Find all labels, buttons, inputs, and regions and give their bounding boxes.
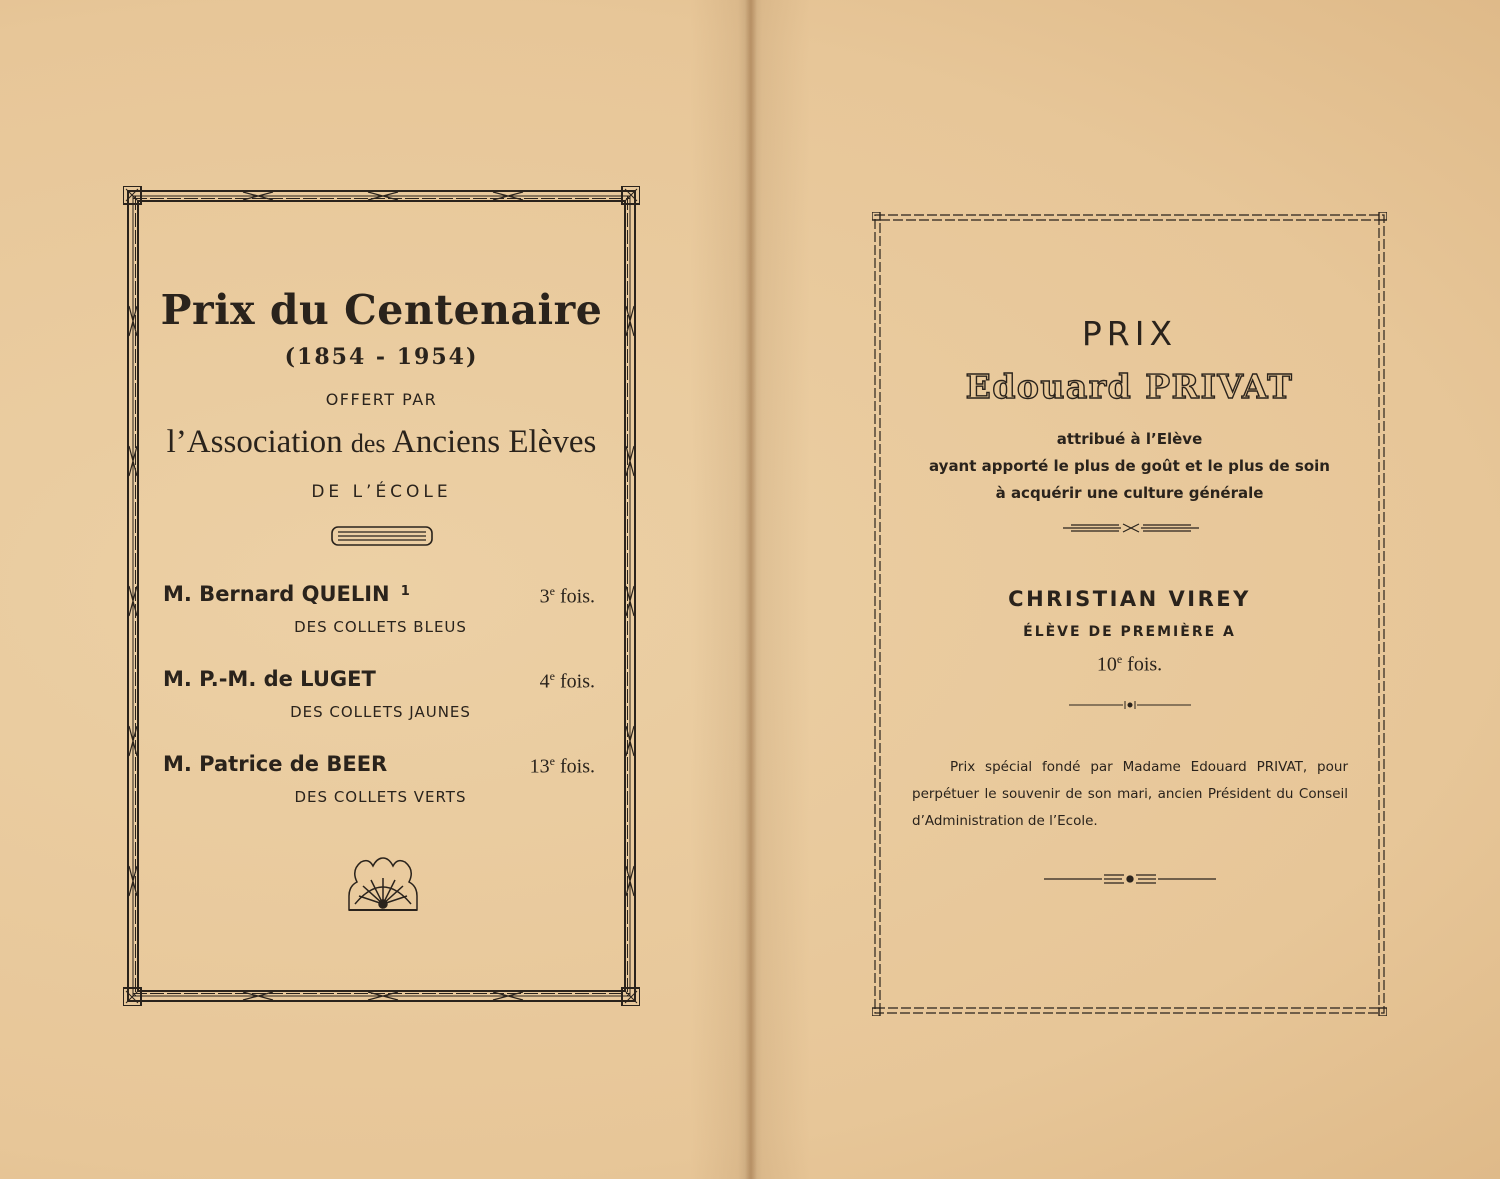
thin-divider-icon bbox=[1067, 700, 1193, 710]
winner-name: M. Bernard QUELIN bbox=[163, 582, 390, 606]
winner-row bbox=[163, 667, 595, 721]
palmette-ornament-icon bbox=[347, 856, 419, 912]
student-class: ÉLÈVE DE PREMIÈRE A bbox=[1023, 624, 1236, 640]
attribution-line: ayant apporté le plus de goût et le plus de soin bbox=[929, 457, 1330, 475]
winner-collar: DES COLLETS BLEUS bbox=[294, 618, 467, 636]
winner-row bbox=[163, 752, 595, 806]
winner-times: 3e fois. bbox=[539, 584, 595, 608]
left-page bbox=[123, 186, 640, 1006]
right-page bbox=[872, 212, 1387, 1016]
prize-title: Prix du Centenaire bbox=[160, 286, 603, 334]
school-label: DE L’ÉCOLE bbox=[311, 482, 452, 502]
winner-name: M. P.-M. de LUGET bbox=[163, 667, 376, 691]
student-name: CHRISTIAN VIREY bbox=[1008, 587, 1251, 611]
winner-collar: DES COLLETS JAUNES bbox=[290, 703, 471, 721]
winner-row bbox=[163, 582, 595, 636]
offered-by-label: OFFERT PAR bbox=[325, 390, 438, 409]
association-name bbox=[123, 424, 640, 461]
special-prize-note: Prix spécial fondé par Madame Edouard PRIVAT, pour perpétuer le souvenir de son mari, ancien Président du Conseil d’Administration de l’Ecole. bbox=[912, 759, 1348, 829]
prize-years: (1854 - 1954) bbox=[284, 344, 479, 370]
winner-times: 13e fois. bbox=[529, 754, 595, 778]
winner-times: 4e fois. bbox=[539, 669, 595, 693]
attribution-line: à acquérir une culture générale bbox=[995, 484, 1264, 502]
bar-ornament-icon bbox=[330, 525, 434, 547]
prix-heading: PRIX bbox=[1081, 314, 1178, 353]
book-gutter bbox=[745, 0, 757, 1179]
end-ornament-icon bbox=[1042, 872, 1218, 886]
divider-ornament-icon bbox=[1061, 521, 1201, 535]
association-part-2: des bbox=[350, 429, 386, 458]
winner-collar: DES COLLETS VERTS bbox=[294, 788, 467, 806]
prize-laureate-name: Edouard PRIVAT bbox=[965, 367, 1294, 406]
attribution-text bbox=[872, 426, 1387, 507]
winner-name: M. Patrice de BEER bbox=[163, 752, 388, 776]
attribution-line: attribué à l’Elève bbox=[1056, 430, 1203, 448]
association-part-3: Anciens Elèves bbox=[391, 424, 597, 460]
student-times: 10e fois. bbox=[1096, 652, 1163, 676]
winner-footnote: 1 bbox=[400, 583, 410, 599]
association-part-1: l’Association bbox=[166, 424, 343, 460]
